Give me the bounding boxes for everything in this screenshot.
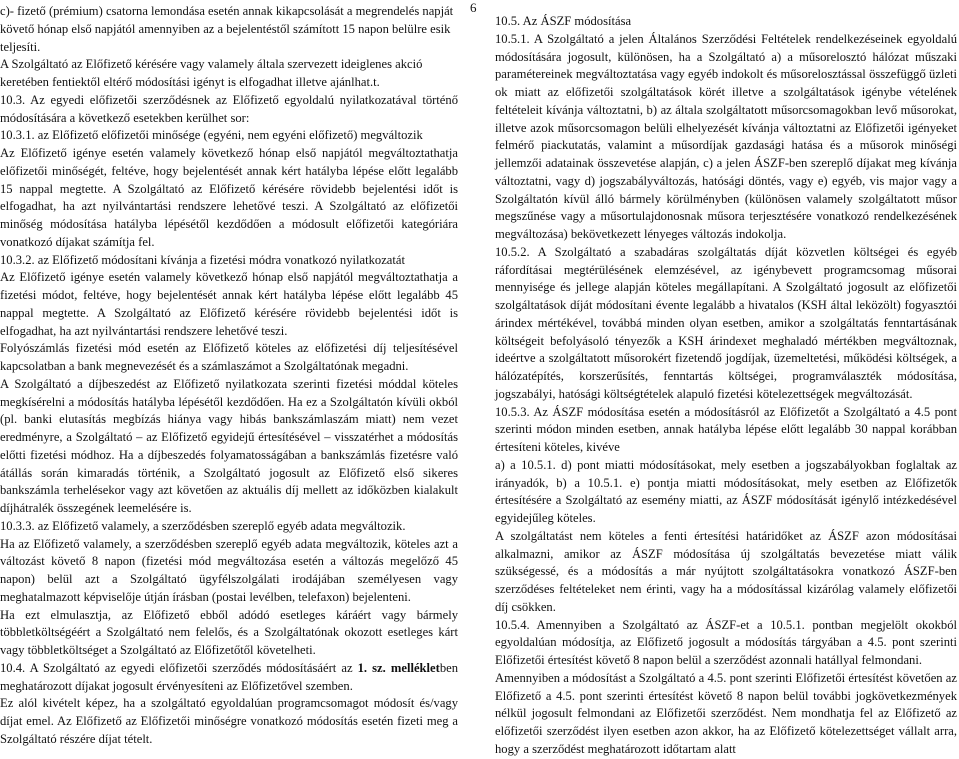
paragraph: 10.5.3. Az ÁSZF módosítása esetén a módosításról az Előfizetőt a Szolgáltató a 4.5 pont szerinti módon minden esetben, annak hatályba lépése előtt legalább 30 nappal korábban értesíteni köteles, kivéve (495, 404, 957, 454)
paragraph: 10.5.2. A Szolgáltató a szabadáras szolgáltatás díját közvetlen költségei és egyéb ráfordításai megtérülésének elemzésével, az igénybevett programcsomag műsorai mennyisége és jellege alapján köteles megállapítani. A Szolgáltató jogosult az előfizetői szolgáltatások díját módosítani évente legalább a hivatalos (KSH által leközölt) fogyasztói árindex mértékével, továbbá minden olyan esetben, amikor a szolgáltatás fenntartásának költségeit befolyásoló tényezők a KSH árindexet meghaladó mértékben megváltoznak, ideértve a szolgáltatott műsorokért fizetendő jogdíjak, üzemeltetési, működési költségek, a hálózatépítés, korszerűsítés, fenntartás költségei, programválaszték módosítása, jogszabályi, hatósági költségtételek alapuló fizetési kötelezettségek megváltozását. (495, 244, 957, 401)
bold-text: 1. sz. melléklet (357, 660, 440, 675)
paragraph: Amennyiben a módosítást a Szolgáltató a 4.5. pont szerinti Előfizetői értesítést követően az Előfizető a 4.5. pont szerinti értesítést követő 8 napon belül további jogkövetkezmények nélkül jogosult felmondani az Előfizetői szerződést. Nem mondhatja fel az Előfizető az előfizetői szerződést ilyen esetben azon akkor, ha az Előfizető kötelezettséget vállalt arra, hogy a szerződést meghatározott időtartam alatt (495, 670, 957, 756)
text-run: ben meghatározott díjakat jogosult érvényesíteni az Előfizetővel szemben. (0, 660, 459, 693)
page-number: 6 (470, 0, 477, 15)
section-heading: 10.3.2. az Előfizető módosítani kívánja a fizetési módra vonatkozó nyilatkozatát (0, 252, 405, 267)
paragraph: Ez alól kivételt képez, ha a szolgáltató egyoldalúan programcsomagot módosít és/vagy díjat emel. Az Előfizető az Előfizetői minőségre vonatkozó módosítás esetén fizeti meg a Szolgáltató részére díjat tételt. (0, 696, 458, 746)
paragraph (0, 660, 458, 696)
section-heading: 10.3.1. az Előfizető előfizetői minősége (egyéni, nem egyéni előfizető) megváltozik (0, 128, 423, 143)
left-column (0, 3, 458, 749)
right-column (495, 13, 957, 759)
paragraph: Ha az Előfizető valamely, a szerződésben szereplő egyéb adata megváltozik, köteles azt a változást követő 8 napon (fizetési mód megváltozása esetén a változás megelőző 45 napon) belül azt a Szolgáltató ügyfélszolgálati irodájában személyesen vagy meghatalmazott képviselője útján írásban (postai levélben, telefaxon) bejelenteni. (0, 536, 458, 604)
paragraph: 10.3. Az egyedi előfizetői szerződésnek az Előfizető egyoldalú nyilatkozatával történő módosítására a következő esetekben kerülhet sor: (0, 92, 458, 125)
paragraph: 10.5.1. A Szolgáltató a jelen Általános Szerződési Feltételek rendelkezéseinek egyoldalú módosítására jogosult, különösen, ha a Szolgáltató a) a műsorelosztó hálózat műszaki paramétereinek megváltoztatása vagy egyéb indokolt és műsorelosztással összefüggő üzleti ok miatt az előfizetői szolgáltatások körét illetve a szolgáltatások igénybe vételének feltételeit kívánja változtatni, b) az általa szolgáltatott műsorcsomagokban levő műsorokat, illetve azok műsorcsomagon belüli elhelyezését kívánja változtatni az Előfizetői igényeket felmérő piackutatás, valamint a műsordíjak gazdasági hatása és a műsorok minőségi jellemzői adatainak összevetése alapján, c) a jelen ÁSZF-ben szereplő díjakat meg kívánja változtatni, vagy d) jogszabályváltozás, hatósági döntés, vagy e) egyéb, vis major vagy a Szolgáltatón kívül álló bármely körülményben (különösen valamely szolgáltatott műsor megszűnése vagy a műsortulajdonosnak műsora terjesztésére vonatkozó rendelkezésének megváltozása) bekövetkezett lényeges változás indokolja. (495, 31, 957, 241)
paragraph: A szolgáltatást nem köteles a fenti értesítési határidőket az ÁSZF azon módosításai alkalmazni, amikor az ÁSZF módosítása új szolgáltatás bevezetése miatt válik szükségessé, és a módosítás a már nyújtott szolgáltatásokra vonatkozó ÁSZF-ben szerződéses feltételeket nem érinti, vagy ha a módosítással kizárólag valamely előfizetői díj csökken. (495, 528, 957, 614)
section-heading: 10.5. Az ÁSZF módosítása (495, 14, 632, 28)
text-run: 10.4. A Szolgáltató az egyedi előfizetői szerződés módosításáért az (0, 660, 358, 675)
paragraph: A Szolgáltató a díjbeszedést az Előfizető nyilatkozata szerinti fizetési móddal köteles megkísérelni a módosítás hatályba lépésétől kezdődően. Ha ez a Szolgáltatón kívüli okból (pl. banki elutasítás megbízás hiánya vagy hibás bankszámlaszám miatt) nem vezet eredményre, a Szolgáltató – az Előfizető egyidejű értesítésével – visszatérhet a módosítás előtti fizetési módhoz. Ha a díjbeszedés folyamatosságában a bankszámlás fizetésre való átállás során kimaradás történik, a Szolgáltató jogosult az Előfizető első sikeres bankszámla terhelésekor vagy azt követően az aktuális díj mellett az időközben kialakult díjhátralék összegének leemelésére is. (0, 376, 458, 515)
paragraph: a) a 10.5.1. d) pont miatti módosításokat, mely esetben a jogszabályokban foglaltak az irányadók, b) a 10.5.1. e) pontja miatti módosításokat, mely esetben az Előfizetők értesítésére a Szolgáltató az esemény miatti, az ÁSZF módosítását igénylő intézkedésével egyidejűleg köteles. (495, 457, 957, 525)
paragraph: A Szolgáltató az Előfizető kérésére vagy valamely általa szervezett ideiglenes akció keretében fentiektől eltérő módosítási igényt is elfogadhat illetve ajánlhat.t. (0, 57, 423, 89)
paragraph: Az Előfizető igénye esetén valamely következő hónap első napjától megváltoztathatja előfizetői minőségét, feltéve, hogy bejelentését annak kért hatályba lépése előtt legalább 15 nappal megtette. A Szolgáltató az Előfizető kérésére rövidebb bejelentési időt is elfogadhat, ha azt nyilvántartási rendszere lehetővé teszi. A Szolgáltató az előfizetői minőség módosítása hatályba lépésétől kezdődően a módosult előfizetői kategóriára vonatkozó díjakat számítja fel. (0, 146, 458, 249)
section-heading: 10.3.3. az Előfizető valamely, a szerződésben szereplő egyéb adata megváltozik. (0, 518, 406, 533)
paragraph: Az Előfizető igénye esetén valamely következő hónap első napjától megváltoztathatja a fizetési módot, feltéve, hogy bejelentését annak kért hatályba lépése előtt legalább 45 nappal megtette. A Szolgáltató az Előfizető kérésére rövidebb bejelentési időt is elfogadhat, ha azt nyilvántartási rendszere lehetővé teszi. (0, 270, 458, 338)
paragraph: Folyószámlás fizetési mód esetén az Előfizető köteles az előfizetési díj teljesítésével kapcsolatban a bank megnevezését és a számlaszámot a Szolgáltatónak megadni. (0, 341, 458, 373)
paragraph: Ha ezt elmulasztja, az Előfizető ebből adódó esetleges káráért vagy bármely többletköltségéért a Szolgáltató nem felelős, és a Szolgáltatónak okozott esetleges kárt vagy többletköltséget a Szolgáltató az Előfizetőtől követelheti. (0, 607, 458, 657)
paragraph: 10.5.4. Amennyiben a Szolgáltató az ÁSZF-et a 10.5.1. pontban megjelölt okokból egyoldalúan módosítja, az Előfizető jogosult a módosítás tárgyában a 4.5. pont szerinti Előfizetői értesítést követő 8 napon belül a szerződést azonnali hatállyal felmondani. (495, 617, 957, 667)
paragraph: c)- fizető (prémium) csatorna lemondása esetén annak kikapcsolását a megrendelés napját követő hónap első napjától amennyiben az a bejelentéstől számított 15 napon belülre esik teljesíti. (0, 4, 454, 54)
